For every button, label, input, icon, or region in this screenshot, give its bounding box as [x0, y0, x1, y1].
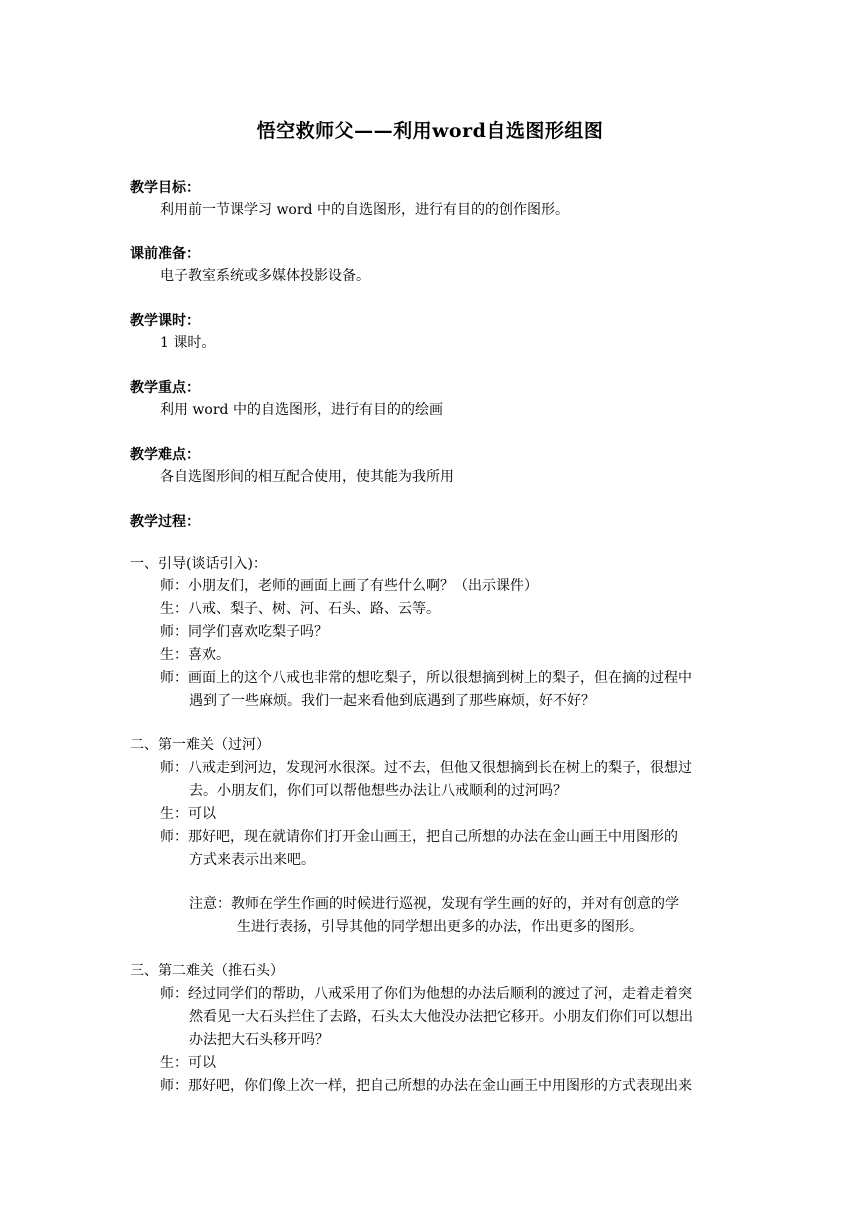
part2-line: 生：可以 — [160, 806, 216, 822]
difficulty-body: 各自选图形间的相互配合使用，使其能为我所用 — [160, 469, 454, 485]
goal-heading: 教学目标： — [130, 180, 200, 196]
part3-line: 师：那好吧，你们像上次一样，把自己所想的办法在金山画王中用图形的方式表现出来 — [160, 1078, 692, 1094]
hours-heading: 教学课时： — [130, 313, 200, 329]
part3-heading: 三、第二难关（推石头） — [130, 963, 284, 979]
part1-line: 师：小朋友们，老师的画面上画了有些什么啊？（出示课件） — [160, 578, 538, 594]
document-title: 悟空救师父——利用word自选图形组图 — [256, 120, 604, 142]
part2-line: 方式来表示出来吧。 — [189, 852, 315, 868]
part2-line: 去。小朋友们，你们可以帮他想些办法让八戒顺利的过河吗？ — [189, 783, 567, 799]
part2-note: 注意：教师在学生作画的时候进行巡视，发现有学生画的好的，并对有创意的学 — [189, 896, 679, 912]
part1-line: 师：同学们喜欢吃梨子吗？ — [160, 624, 328, 640]
part3-line: 然看见一大石头拦住了去路，石头太大他没办法把它移开。小朋友们你们可以想出 — [189, 1009, 693, 1025]
prep-body: 电子教室系统或多媒体投影设备。 — [160, 268, 370, 284]
part2-note: 生进行表扬，引导其他的同学想出更多的办法，作出更多的图形。 — [237, 919, 643, 935]
part1-line: 生：八戒、梨子、树、河、石头、路、云等。 — [160, 601, 440, 617]
part2-line: 师：八戒走到河边，发现河水很深。过不去，但他又很想摘到长在树上的梨子，很想过 — [160, 760, 692, 776]
key-heading: 教学重点： — [130, 380, 200, 396]
key-body: 利用 word 中的自选图形，进行有目的的绘画 — [160, 402, 443, 418]
difficulty-heading: 教学难点： — [130, 447, 200, 463]
part2-line: 师：那好吧，现在就请你们打开金山画王，把自己所想的办法在金山画王中用图形的 — [160, 829, 678, 845]
prep-heading: 课前准备： — [130, 246, 200, 262]
part3-line: 师：经过同学们的帮助，八戒采用了你们为他想的办法后顺利的渡过了河，走着走着突 — [160, 986, 692, 1002]
part3-line: 生：可以 — [160, 1055, 216, 1071]
part3-line: 办法把大石头移开吗？ — [189, 1032, 329, 1048]
part1-line: 生：喜欢。 — [160, 647, 230, 663]
process-heading: 教学过程： — [130, 514, 200, 530]
hours-body: 1 课时。 — [160, 335, 216, 351]
part2-heading: 二、第一难关（过河） — [130, 737, 270, 753]
part1-heading: 一、引导(谈话引入)： — [130, 556, 267, 572]
goal-body: 利用前一节课学习 word 中的自选图形，进行有目的的创作图形。 — [160, 202, 569, 218]
part1-line: 师：画面上的这个八戒也非常的想吃梨子，所以很想摘到树上的梨子，但在摘的过程中 — [160, 670, 692, 686]
part1-line: 遇到了一些麻烦。我们一起来看他到底遇到了那些麻烦，好不好？ — [189, 693, 595, 709]
